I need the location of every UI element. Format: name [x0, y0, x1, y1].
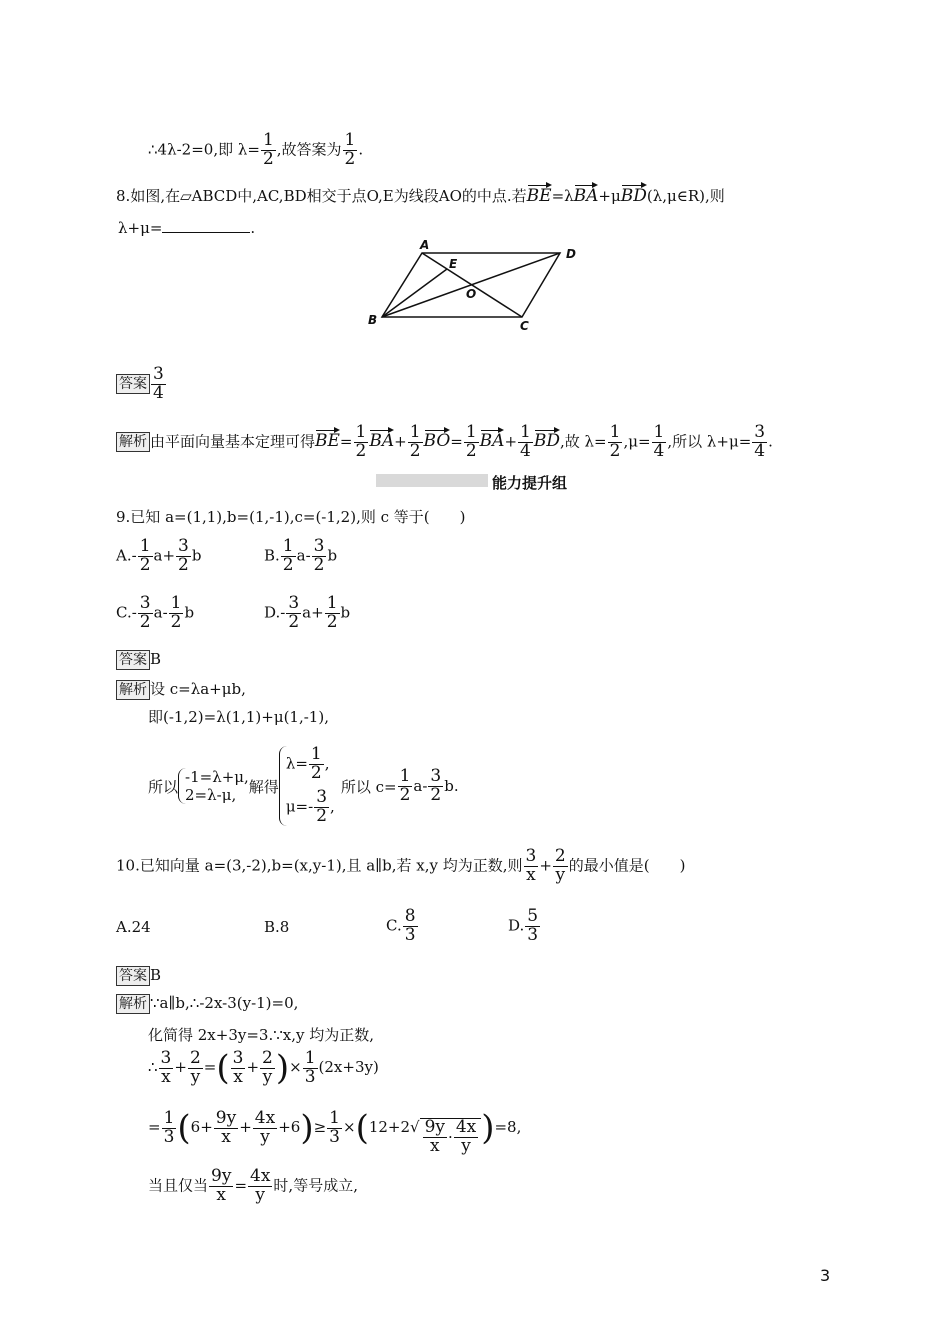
- prev-line: ∴4λ-2=0,即 λ= $\frac{1}{2}$ ,故答案为 $\frac{1}{2}$ .: [148, 130, 364, 169]
- answer-tag: 答案: [116, 650, 150, 670]
- equation-system: -1=λ+μ, 2=λ-μ,: [178, 768, 249, 804]
- q10-analysis-2: 化简得 2x+3y=3.∵x,y 均为正数,: [148, 1026, 375, 1044]
- solution-system: λ= $\frac{1}{2}$ , μ=- $\frac{3}{2}$ ,: [279, 746, 335, 825]
- answer-fraction: $\frac{3}{4}$: [153, 364, 164, 403]
- label-O: O: [466, 287, 477, 301]
- q8-analysis: 解析 由平面向量基本定理可得BE= $\frac{1}{2}$ BA+ $\frac{1}{2}$ BO= $\frac{1}{2}$ BA+ $\frac{1}{4}$ BD,故 λ= $\frac{1}{2}$ ,μ= $\frac{1}{4}$ ,所以 λ+μ= $\frac{3}{4}$ .: [116, 424, 773, 461]
- q10-option-d[interactable]: D. $\frac{5}{3}$: [508, 906, 539, 945]
- prev-text-2: ,故答案为: [276, 140, 342, 159]
- q9-system: 所以 -1=λ+μ, 2=λ-μ, 解得 λ= $\frac{1}{2}$ , μ=- $\frac{3}{2}$ , 所以 c= $\frac{1}{2}$ a - $\frac{3}{2}$ b .: [148, 744, 459, 826]
- fraction: $\frac{1}{2}$: [262, 130, 274, 169]
- label-C: C: [520, 319, 529, 333]
- q10-answer: 答案 B: [116, 966, 161, 986]
- q8-answer: [116, 366, 167, 403]
- analysis-tag: 解析: [116, 432, 150, 452]
- q10-option-b[interactable]: B.8: [264, 918, 290, 936]
- q10-analysis-1: 解析 ∵a∥b,∴-2x-3(y-1)=0,: [116, 994, 298, 1014]
- section-bar: [376, 474, 488, 487]
- q10-analysis-3: ∴ $\frac{3}{x}$ + $\frac{2}{y}$ =( $\frac{3}{x}$ + $\frac{2}{y}$ )× $\frac{1}{3}$ (2x+3y): [148, 1047, 379, 1088]
- section-title: 能力提升组: [492, 474, 568, 492]
- q10-option-a[interactable]: A.24: [116, 918, 151, 936]
- q10-analysis-5: 当且仅当 $\frac{9y}{x}$ = $\frac{4x}{y}$ 时,等号成立,: [148, 1166, 358, 1205]
- label-D: D: [566, 247, 576, 261]
- label-E: E: [449, 257, 458, 271]
- q9-stem: 9.已知 a=(1,1),b=(1,-1),c=(-1,2),则 c 等于( ): [116, 508, 466, 526]
- q10-option-c[interactable]: C. $\frac{8}{3}$: [386, 906, 416, 945]
- q10-stem: 10.已知向量 a=(3,-2),b=(x,y-1),且 a∥b,若 x,y 均为正数,则 $\frac{3}{x}$ + $\frac{2}{y}$ 的最小值是( ): [116, 846, 686, 885]
- label-A: A: [420, 238, 430, 252]
- answer-tag: 答案: [116, 374, 150, 394]
- q9-analysis-2: 即(-1,2)=λ(1,1)+μ(1,-1),: [148, 708, 329, 726]
- q9-option-a[interactable]: A.- $\frac{1}{2}$ a+ $\frac{3}{2}$ b: [116, 536, 202, 575]
- q9-analysis-1: 解析 设 c=λa+μb,: [116, 678, 246, 700]
- page-number: 3: [820, 1266, 831, 1285]
- analysis-tag: 解析: [116, 680, 150, 700]
- q8-line2: λ+μ= .: [118, 219, 256, 237]
- answer-tag: 答案: [116, 966, 150, 986]
- answer-blank: [162, 218, 250, 233]
- fraction: $\frac{1}{2}$: [344, 130, 356, 169]
- q8-stem: 8.如图,在▱ABCD中,AC,BD相交于点O,E为线段AO的中点.若BE=λBA+μBD(λ,μ∈R),则: [116, 182, 725, 206]
- parallelogram-figure: [360, 236, 590, 336]
- q9-option-d[interactable]: D.- $\frac{3}{2}$ a+ $\frac{1}{2}$ b: [264, 593, 351, 632]
- vector-BD: BD: [621, 182, 647, 206]
- q9-option-b[interactable]: B. $\frac{1}{2}$ a- $\frac{3}{2}$ b: [264, 536, 338, 575]
- vector-BA: BA: [574, 182, 599, 206]
- vector-BE: BE: [527, 182, 552, 206]
- analysis-tag: 解析: [116, 994, 150, 1014]
- q10-analysis-4: = $\frac{1}{3}$ (6+ $\frac{9y}{x}$ + $\frac{4x}{y}$ +6)≥ $\frac{1}{3}$ ×(12+2√ $\frac{9y}{x}$ · $\frac{4x}{y}$ )=8,: [148, 1107, 522, 1156]
- q9-option-c[interactable]: C.- $\frac{3}{2}$ a- $\frac{1}{2}$ b: [116, 593, 195, 632]
- q9-answer: 答案 B: [116, 650, 161, 670]
- prev-text: ∴4λ-2=0,即 λ=: [148, 140, 260, 159]
- label-B: B: [368, 313, 378, 327]
